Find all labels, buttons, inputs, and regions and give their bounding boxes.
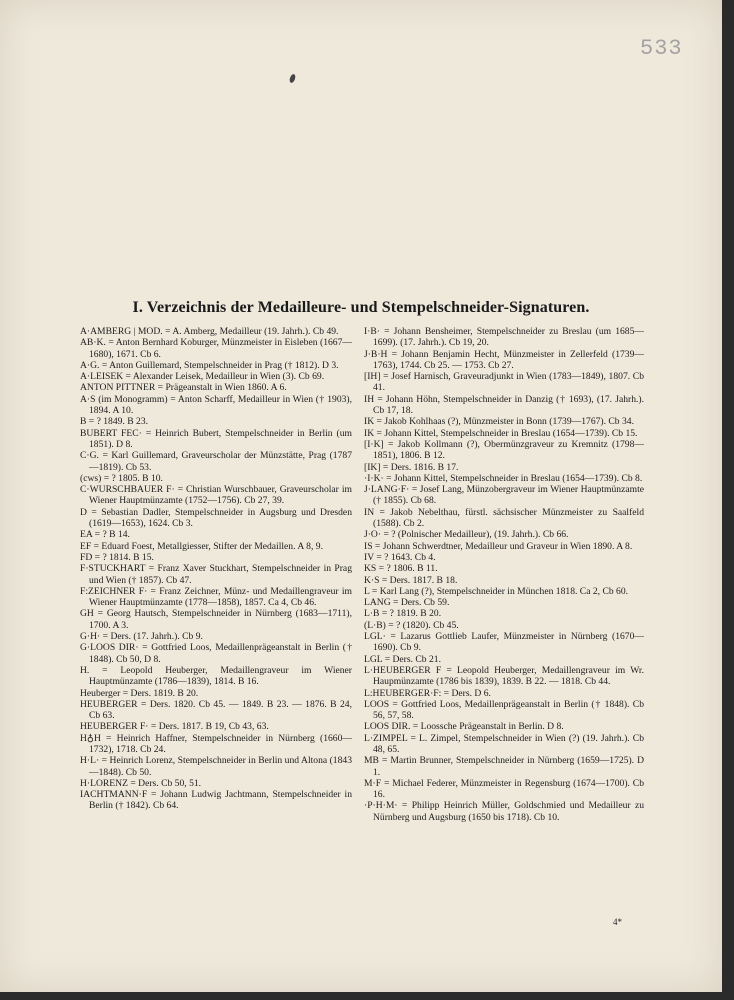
signature-entry: A·LEISEK = Alexander Leisek, Medailleur in Wien (3). Cb 69. bbox=[80, 371, 325, 383]
signature-entry: I·B· = Johann Bensheimer, Stempelschneider zu Breslau (um 1685—1699). (17. Jahrh.). Cb 19, 20. bbox=[364, 326, 644, 349]
signature-entry: IK = Johann Kittel, Stempelschneider in Breslau (1654—1739). Cb 15. bbox=[364, 427, 638, 439]
signature-entry: K·S = Ders. 1817. B 18. bbox=[364, 574, 458, 586]
signature-entry: ANTON PITTNER = Prägeanstalt in Wien 1860. A 6. bbox=[80, 382, 287, 394]
signature-entry: ·I·K· = Johann Kittel, Stempelschneider in Breslau (1654—1739). Cb 8. bbox=[364, 472, 643, 484]
handwritten-page-number: 533 bbox=[640, 36, 683, 61]
signature-entry: F:ZEICHNER F· = Franz Zeichner, Münz- und Medaillengraveur im Wiener Hauptmünzamte (1778—1858), 1857. Ca 4, Cb 46. bbox=[80, 585, 352, 609]
left-column bbox=[80, 326, 352, 812]
signature-entry: HEUBERGER = Ders. 1820. Cb 45. — 1849. B 23. — 1876. B 24, Cb 63. bbox=[80, 698, 352, 722]
signature-entry: (cws) = ? 1805. B 10. bbox=[80, 472, 163, 484]
signature-entry: J·B·H = Johann Benjamin Hecht, Münzmeister in Zellerfeld (1739—1763), 1744. Cb 25. — 1753. Cb 27. bbox=[364, 348, 644, 371]
signature-entry: H♁H = Heinrich Haffner, Stempelschneider in Nürnberg (1660—1732), 1718. Cb 24. bbox=[80, 732, 352, 755]
signature-entry: IS = Johann Schwerdtner, Medailleur und Graveur in Wien 1890. A 8. bbox=[364, 540, 633, 552]
signature-entry: MB = Martin Brunner, Stempelschneider in Nürnberg (1659—1725). D 1. bbox=[364, 755, 644, 778]
signature-entry: Heuberger = Ders. 1819. B 20. bbox=[80, 687, 199, 699]
signature-entry: L:HEUBERGER·F: = Ders. D 6. bbox=[364, 687, 491, 699]
signature-entry: L = Karl Lang (?), Stempelschneider in München 1818. Ca 2, Cb 60. bbox=[364, 585, 629, 597]
signature-entry: IACHTMANN·F = Johann Ludwig Jachtmann, Stempelschneider in Berlin († 1842). Cb 64. bbox=[80, 789, 352, 812]
signature-entry: (L·B) = ? (1820). Cb 45. bbox=[364, 619, 459, 631]
signature-entry: A·G. = Anton Guillemard, Stempelschneider in Prag († 1812). D 3. bbox=[80, 359, 339, 371]
signature-entry: EF = Eduard Foest, Metallgiesser, Stifter der Medaillen. A 8, 9. bbox=[80, 540, 323, 552]
ink-speck bbox=[289, 73, 297, 83]
signature-entry: LOOS = Gottfried Loos, Medaillenprägeanstalt in Berlin († 1848). Cb 56, 57, 58. bbox=[364, 698, 644, 722]
signature-entry: GH = Georg Hautsch, Stempelschneider in Nürnberg (1683—1711), 1700. A 3. bbox=[80, 608, 352, 631]
signature-entry: IN = Jakob Nebelthau, fürstl. sächsischer Münzmeister zu Saalfeld (1588). Cb 2. bbox=[364, 506, 644, 530]
signature-entry: F·STUCKHART = Franz Xaver Stuckhart, Stempelschneider in Prag und Wien († 1857). Cb 47. bbox=[80, 563, 352, 586]
signature-entry: FD = ? 1814. B 15. bbox=[80, 551, 154, 563]
signature-entry: G·LOOS DIR· = Gottfried Loos, Medaillenprägeanstalt in Berlin († 1848). Cb 50, D 8. bbox=[80, 642, 352, 665]
right-column bbox=[364, 326, 644, 823]
signature-entry: B = ? 1849. B 23. bbox=[80, 416, 149, 428]
signature-entry: D = Sebastian Dadler, Stempelschneider in Augsburg und Dresden (1619—1653), 1624. Cb 3. bbox=[80, 506, 352, 530]
signature-entry: LGL· = Lazarus Gottlieb Laufer, Münzmeister in Nürnberg (1670—1690). Cb 9. bbox=[364, 631, 644, 654]
signature-entry: [IK] = Ders. 1816. B 17. bbox=[364, 461, 459, 473]
signature-entry: M·F = Michael Federer, Münzmeister in Regensburg (1674—1700). Cb 16. bbox=[364, 777, 644, 801]
signature-entry: IH = Johann Höhn, Stempelschneider in Danzig († 1693), (17. Jahrh.). Cb 17, 18. bbox=[364, 393, 644, 417]
folio-mark: 4* bbox=[613, 917, 622, 927]
signature-entry: J·LANG·F· = Josef Lang, Münzobergraveur im Wiener Hauptmünzamte († 1855). Cb 68. bbox=[364, 484, 644, 507]
signature-entry: LANG = Ders. Cb 59. bbox=[364, 597, 450, 609]
signature-entry: C·G. = Karl Guillemard, Graveurscholar der Münzstätte, Prag (1787—1819). Cb 53. bbox=[80, 450, 352, 473]
signature-entry: A·AMBERG | MOD. = A. Amberg, Medailleur (19. Jahrh.). Cb 49. bbox=[80, 326, 339, 337]
signature-entry: L·B = ? 1819. B 20. bbox=[364, 608, 442, 620]
signature-entry: KS = ? 1806. B 11. bbox=[364, 563, 438, 575]
signature-entry: ·P·H·M· = Philipp Heinrich Müller, Goldschmied und Medailleur zu Nürnberg und Augsburg (1650 bis 1718). Cb 10. bbox=[364, 800, 644, 823]
signature-entry: G·H· = Ders. (17. Jahrh.). Cb 9. bbox=[80, 631, 203, 643]
signature-entry: LOOS DIR. = Loossche Prägeanstalt in Berlin. D 8. bbox=[364, 721, 564, 733]
signature-entry: L·HEUBERGER F = Leopold Heuberger, Medaillengraveur im Wr. Haupmünzamte (1786 bis 1839), 1839. B 22. — 1818. Cb 44. bbox=[364, 664, 644, 688]
signature-entry: HEUBERGER F· = Ders. 1817. B 19, Cb 43, 63. bbox=[80, 721, 269, 733]
signature-entry: IK = Jakob Kohlhaas (?), Münzmeister in Bonn (1739—1767). Cb 34. bbox=[364, 416, 634, 428]
page-title: I. Verzeichnis der Medailleure- und Stempelschneider-Signaturen. bbox=[132, 299, 590, 316]
signature-entry: A·S (im Monogramm) = Anton Scharff, Medailleur in Wien († 1903), 1894. A 10. bbox=[80, 393, 352, 417]
signature-entry: [I·K] = Jakob Kollmann (?), Obermünzgraveur zu Kremnitz (1798—1851), 1806. B 12. bbox=[364, 438, 644, 462]
signature-entry: C·WURSCHBAUER F· = Christian Wurschbauer, Graveurscholar im Wiener Hauptmünzamte (1752—1756). Cb 27, 39. bbox=[80, 484, 352, 507]
signature-entry: H·LORENZ = Ders. Cb 50, 51. bbox=[80, 777, 202, 789]
signature-entry: L·ZIMPEL = L. Zimpel, Stempelschneider in Wien (?) (19. Jahrh.). Cb 48, 65. bbox=[364, 732, 644, 755]
signature-entry: IV = ? 1643. Cb 4. bbox=[364, 551, 436, 563]
signature-entry: EA = ? B 14. bbox=[80, 529, 130, 541]
signature-entry: AB·K. = Anton Bernhard Koburger, Münzmeister in Eisleben (1667—1680), 1671. Cb 6. bbox=[80, 337, 352, 360]
signature-entry: J·O· = ? (Polnischer Medailleur), (19. Jahrh.). Cb 66. bbox=[364, 529, 569, 541]
signature-entry: BUBERT FEC· = Heinrich Bubert, Stempelschneider in Berlin (um 1851). D 8. bbox=[80, 427, 352, 450]
signature-entry: H·L· = Heinrich Lorenz, Stempelschneider in Berlin und Altona (1843—1848). Cb 50. bbox=[80, 755, 352, 778]
signature-entry: [IH] = Josef Harnisch, Graveuradjunkt in Wien (1783—1849), 1807. Cb 41. bbox=[364, 371, 644, 394]
signature-entry: H. = Leopold Heuberger, Medaillengraveur im Wiener Hauptmünzamte (1786—1839), 1814. B 16. bbox=[80, 664, 352, 688]
signature-entry: LGL = Ders. Cb 21. bbox=[364, 653, 441, 665]
